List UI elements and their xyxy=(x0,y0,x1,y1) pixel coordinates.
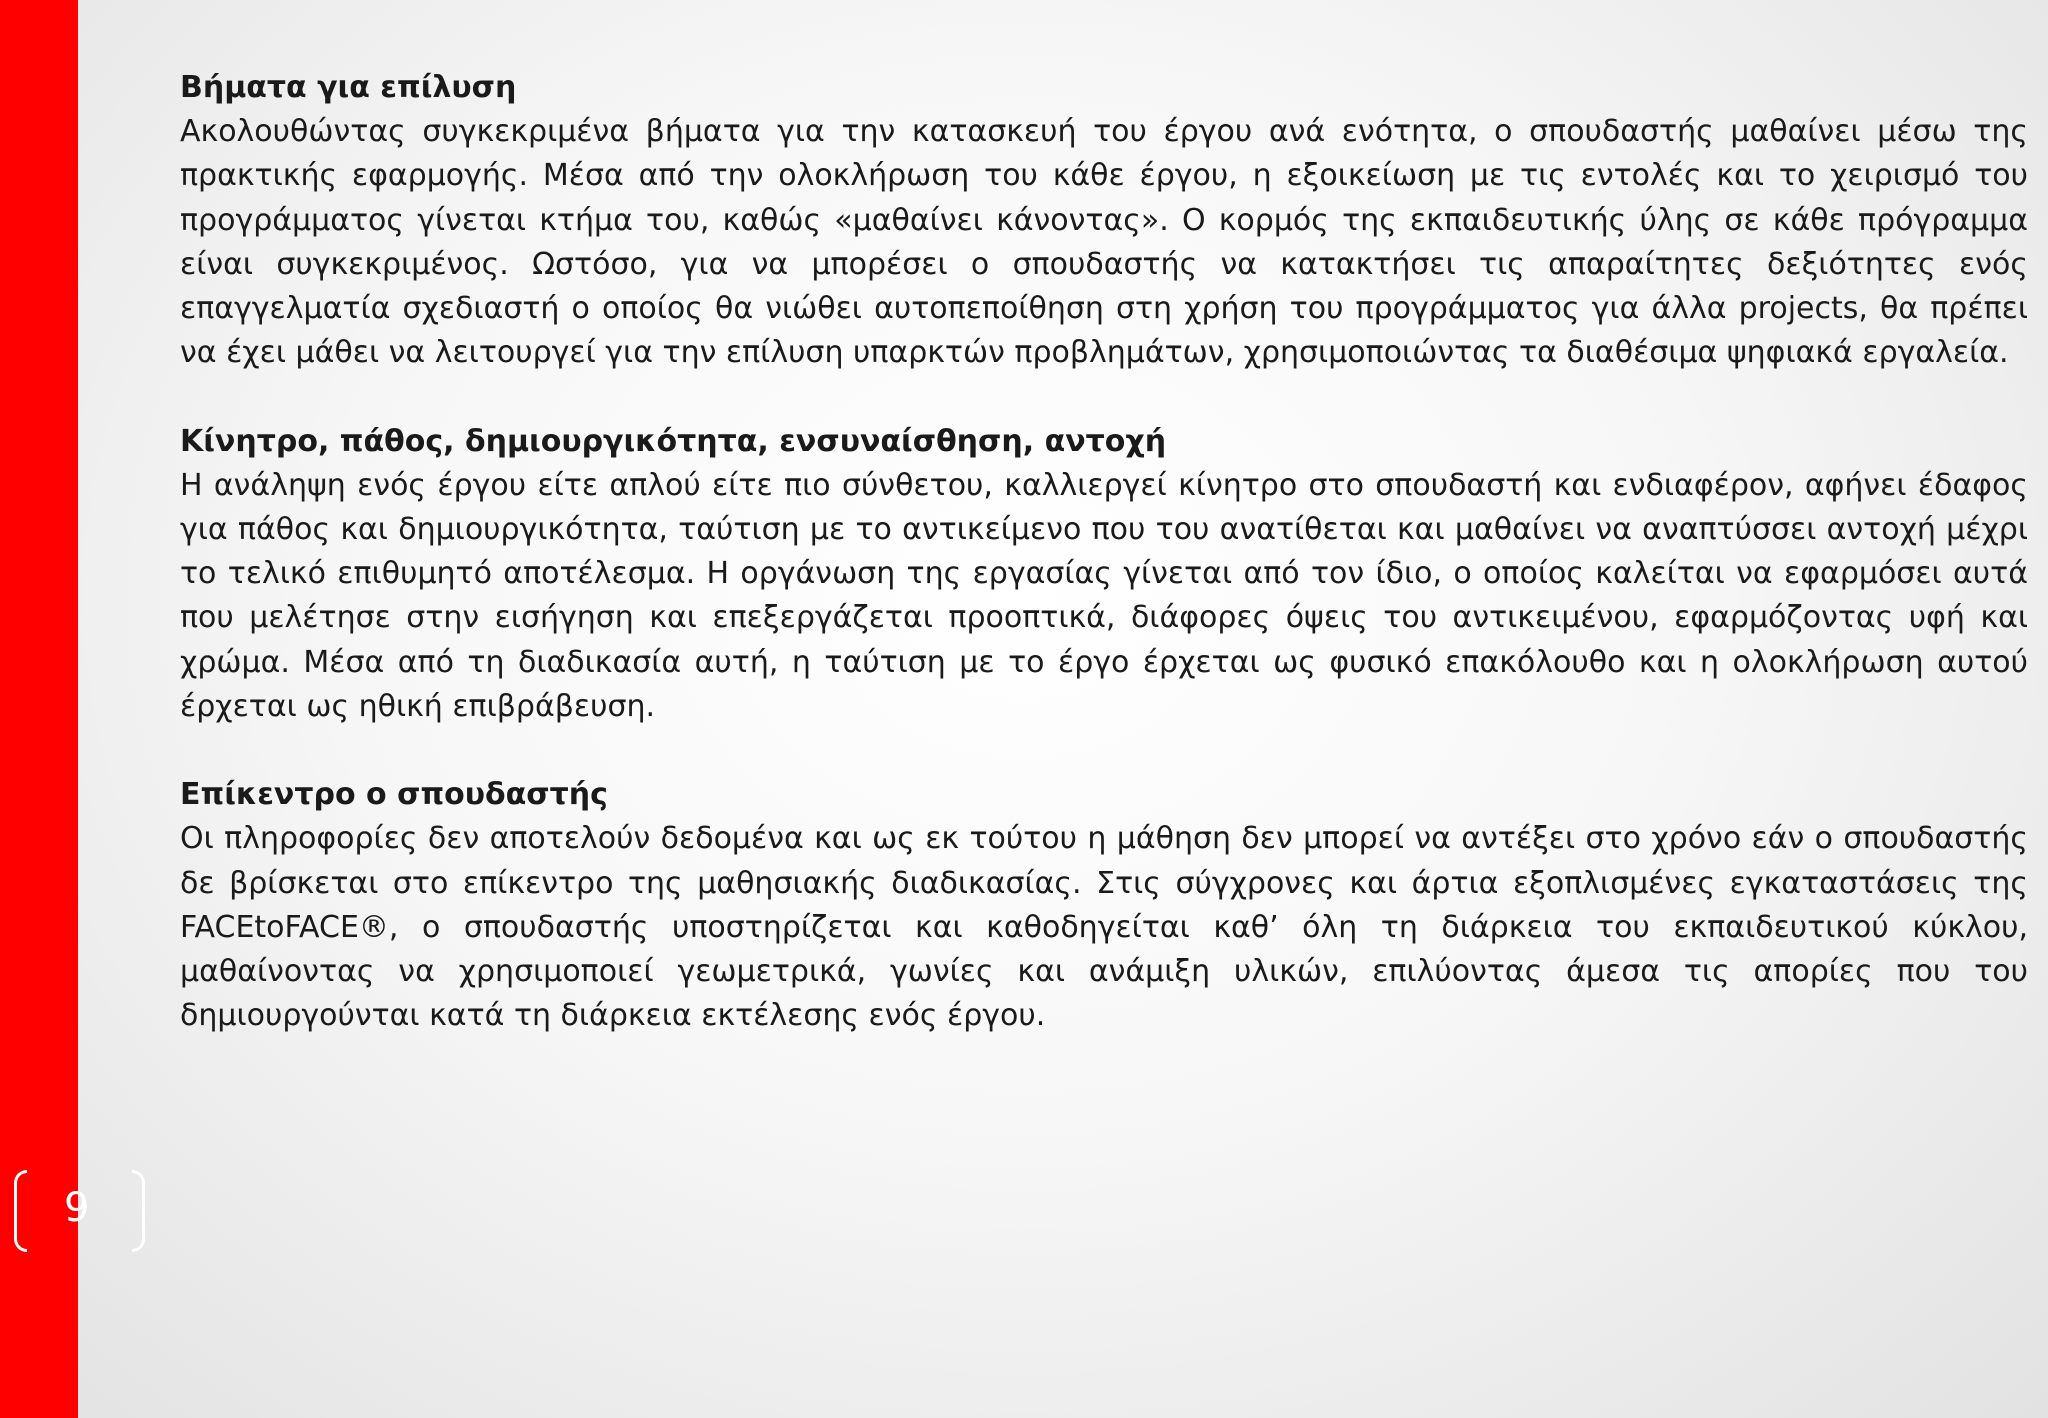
slide-content xyxy=(180,66,2028,1083)
section-body: Οι πληροφορίες δεν αποτελούν δεδομένα και ως εκ τούτου η μάθηση δεν μπορεί να αντέξει στο χρόνο εάν ο σπουδαστής δε βρίσκεται στο επίκεντρο της μαθησιακής διαδικασίας. Στις σύγχρονες και άρτια εξοπλισμένες εγκαταστάσεις της FACEtoFACE®, ο σπουδαστής υποστηρίζεται και καθοδηγείται καθ’ όλη τη διάρκεια του εκπαιδευτικού κύκλου, μαθαίνοντας να χρησιμοποιεί γεωμετρικά, γωνίες και ανάμιξη υλικών, επιλύοντας άμεσα τις απορίες που του δημιουργούνται κατά τη διάρκεια εκτέλεσης ενός έργου. xyxy=(180,821,2028,1034)
section-steps xyxy=(180,66,2028,375)
section-title: Επίκεντρο ο σπουδαστής xyxy=(180,777,608,813)
page-number-badge xyxy=(14,1170,140,1250)
section-student-centered xyxy=(180,773,2028,1038)
section-motivation xyxy=(180,420,2028,729)
section-body: Η ανάληψη ενός έργου είτε απλού είτε πιο σύνθετου, καλλιεργεί κίνητρο στο σπουδαστή και ενδιαφέρον, αφήνει έδαφος για πάθος και δημιουργικότητα, ταύτιση με το αντικείμενο που του ανατίθεται και μαθαίνει να αναπτύσσει αντοχή μέχρι το τελικό επιθυμητό αποτέλεσμα. Η οργάνωση της εργασίας γίνεται από τον ίδιο, ο οποίος καλείται να εφαρμόσει αυτά που μελέτησε στην εισήγηση και επεξεργάζεται προοπτικά, διάφορες όψεις του αντικειμένου, εφαρμόζοντας υφή και χρώμα. Μέσα από τη διαδικασία αυτή, η ταύτιση με το έργο έρχεται ως φυσικό επακόλουθο και η ολοκλήρωση αυτού έρχεται ως ηθική επιβράβευση. xyxy=(180,467,2028,724)
left-bracket-icon xyxy=(14,1170,27,1252)
right-bracket-icon xyxy=(132,1170,145,1252)
page-number: 9 xyxy=(64,1186,90,1230)
section-title: Κίνητρο, πάθος, δημιουργικότητα, ενσυναίσθηση, αντοχή xyxy=(180,423,1167,459)
section-body: Ακολουθώντας συγκεκριμένα βήματα για την κατασκευή του έργου ανά ενότητα, ο σπουδαστής μαθαίνει μέσω της πρακτικής εφαρμογής. Μέσα από την ολοκλήρωση του κάθε έργου, η εξοικείωση με τις εντολές και το χειρισμό του προγράμματος γίνεται κτήμα του, καθώς «μαθαίνει κάνοντας». Ο κορμός της εκπαιδευτικής ύλης σε κάθε πρόγραμμα είναι συγκεκριμένος. Ωστόσο, για να μπορέσει ο σπουδαστής να κατακτήσει τις απαραίτητες δεξιότητες ενός επαγγελματία σχεδιαστή ο οποίος θα νιώθει αυτοπεποίθηση στη χρήση του προγράμματος για άλλα projects, θα πρέπει να έχει μάθει να λειτουργεί για την επίλυση υπαρκτών προβλημάτων, χρησιμοποιώντας τα διαθέσιμα ψηφιακά εργαλεία. xyxy=(180,114,2028,371)
section-title: Βήματα για επίλυση xyxy=(180,70,517,105)
